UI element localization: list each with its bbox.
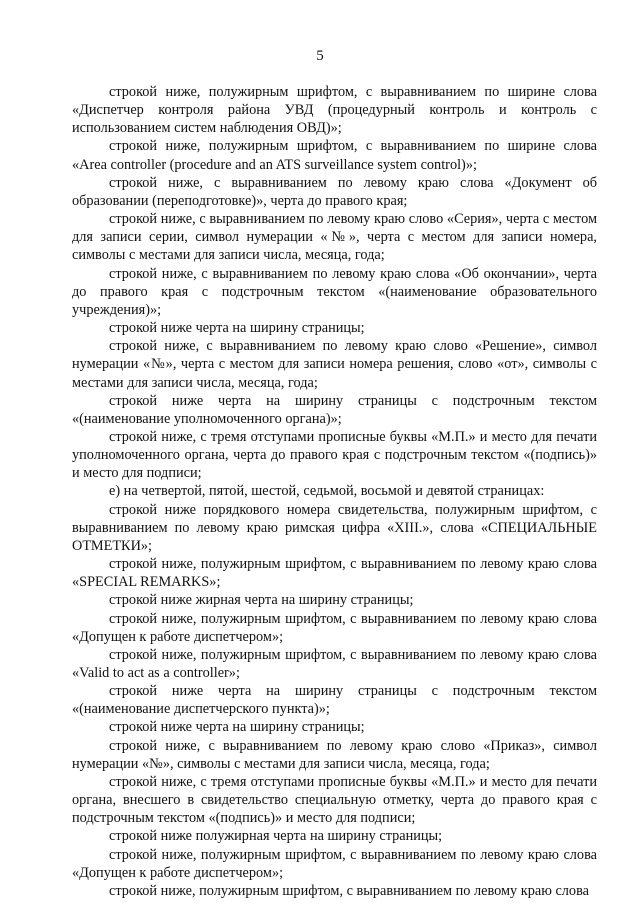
paragraph: строкой ниже черта на ширину страницы;	[109, 320, 365, 337]
document-body	[72, 83, 597, 900]
paragraph: строкой ниже черта на ширину страницы с подстрочным текстом «(наименование уполномоченного органа)»;	[72, 392, 597, 427]
paragraph: строкой ниже черта на ширину страницы с подстрочным текстом «(наименование диспетчерского пункта)»;	[72, 683, 597, 718]
paragraph: строкой ниже, с выравниванием по левому краю слово «Серия», черта с местом для записи серии, символ нумерации «№», черта с местом для записи номера, символы с местами для записи числа, месяца, года;	[72, 211, 597, 264]
paragraph: строкой ниже полужирная черта на ширину страницы;	[109, 828, 443, 845]
paragraph: строкой ниже, с выравниванием по левому краю слова «Об окончании», черта до правого края с подстрочным текстом «(наименование образовательного учреждения)»;	[72, 265, 597, 318]
paragraph: строкой ниже, полужирным шрифтом, с выравниванием по левому краю слова «Допущен к работе диспетчером»;	[72, 610, 597, 645]
paragraph: строкой ниже, с выравниванием по левому краю слово «Решение», символ нумерации «№», черта с местом для записи номера решения, слово «от», символы с местами для записи числа, месяца, года;	[72, 338, 597, 391]
paragraph: строкой ниже, полужирным шрифтом, с выравниванием по ширине слова «Диспетчер контроля района УВД (процедурный контроль и контроль с использованием систем наблюдения ОВД)»;	[72, 84, 597, 137]
paragraph: строкой ниже жирная черта на ширину страницы;	[109, 592, 414, 609]
paragraph: строкой ниже, полужирным шрифтом, с выравниванием по левому краю слова «Valid to act as a controller»;	[72, 646, 597, 681]
paragraph: строкой ниже, с тремя отступами прописные буквы «М.П.» и место для печати уполномоченного органа, черта до правого края с подстрочным текстом «(подпись)» и место для подписи;	[72, 428, 597, 482]
paragraph: строкой ниже черта на ширину страницы;	[109, 719, 365, 736]
paragraph: строкой ниже, с выравниванием по левому краю слова «Документ об образовании (переподготовке)», черта до правого края;	[72, 174, 597, 209]
paragraph: строкой ниже порядкового номера свидетельства, полужирным шрифтом, с выравниванием по левому краю римская цифра «XIII.», слова «СПЕЦИАЛЬНЫЕ ОТМЕТКИ»;	[72, 501, 597, 554]
paragraph: строкой ниже, полужирным шрифтом, с выравниванием по левому краю слова	[109, 882, 589, 899]
paragraph: е) на четвертой, пятой, шестой, седьмой, восьмой и девятой страницах:	[109, 483, 545, 500]
page-number: 5	[316, 48, 324, 64]
paragraph: строкой ниже, полужирным шрифтом, с выравниванием по левому краю слова «SPECIAL REMARKS»;	[72, 556, 597, 591]
paragraph: строкой ниже, полужирным шрифтом, с выравниванием по левому краю слова «Допущен к работе диспетчером»;	[72, 846, 597, 881]
paragraph: строкой ниже, с тремя отступами прописные буквы «М.П.» и место для печати органа, внесшего в свидетельство специальную отметку, черта до правого края с подстрочным текстом «(подпись)» и место для подписи;	[72, 773, 597, 827]
paragraph: строкой ниже, с выравниванием по левому краю слово «Приказ», символ нумерации «№», символы с местами для записи числа, месяца, года;	[72, 737, 597, 772]
paragraph: строкой ниже, полужирным шрифтом, с выравниванием по ширине слова «Area controller (procedure and an ATS surveillance system control)»;	[72, 138, 597, 173]
